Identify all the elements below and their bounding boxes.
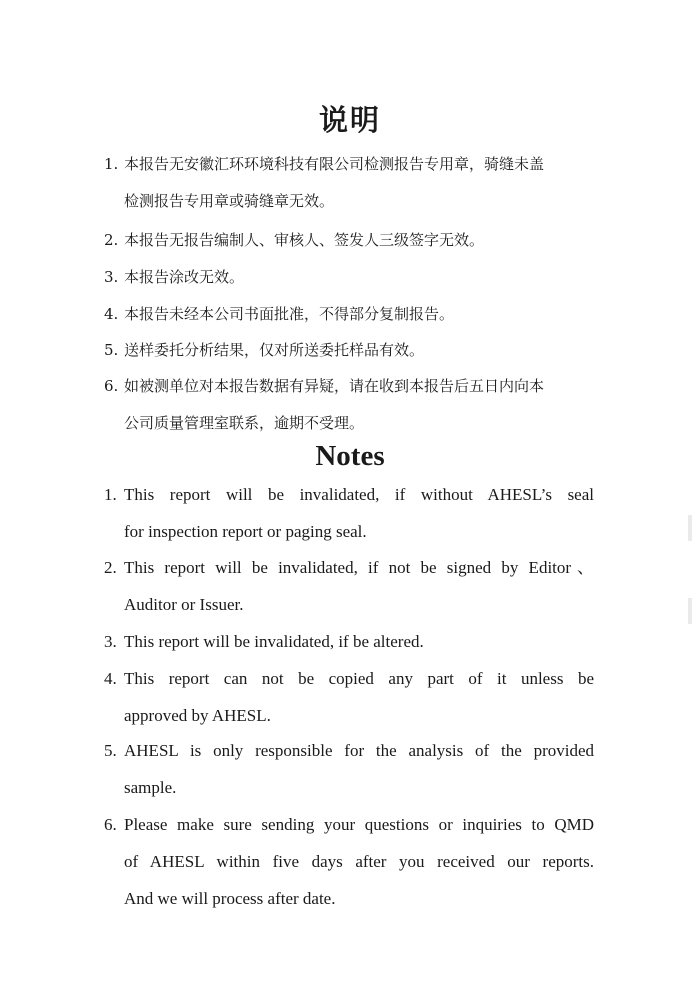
scan-artifact (688, 598, 692, 624)
en-note-line: This report will be invalidated, if without AHESL’s seal (124, 485, 594, 504)
en-note-text (104, 623, 594, 660)
en-note-line: Please make sure sending your questions or inquiries to QMD (124, 815, 594, 834)
zh-note-4 (104, 296, 604, 333)
en-note-text: And we will process after date. (124, 889, 336, 908)
scan-artifact (688, 515, 692, 541)
zh-note-number: 6. (104, 377, 119, 395)
en-note-number: 2. (104, 558, 117, 577)
en-note-text (104, 476, 594, 513)
en-note-line: This report will be invalidated, if be altered. (124, 632, 424, 651)
en-note-line: This report can not be copied any part of it unless be (124, 669, 594, 688)
zh-note-number: 5. (104, 341, 119, 359)
en-note-number: 1. (104, 485, 117, 504)
zh-note-text: 本报告未经本公司书面批准，不得部分复制报告。 (124, 305, 455, 323)
en-note-text: of AHESL within five days after you received our reports. (124, 852, 594, 871)
en-note-3 (104, 623, 594, 660)
en-note-line: AHESL is only responsible for the analysis of the provided (124, 741, 594, 760)
zh-note-text: 本报告涂改无效。 (124, 268, 245, 286)
en-note-4 (104, 660, 594, 734)
zh-note-3 (104, 259, 604, 296)
zh-note-number: 2. (104, 231, 119, 249)
english-title: Notes (315, 440, 385, 472)
zh-note-text: 公司质量管理室联系，逾期不受理。 (124, 414, 365, 432)
zh-note-text: 本报告无安徽汇环环境科技有限公司检测报告专用章，骑缝未盖 (124, 155, 545, 173)
zh-note-text: 送样委托分析结果，仅对所送委托样品有效。 (124, 341, 425, 359)
zh-note-text: 本报告无报告编制人、审核人、签发人三级签字无效。 (124, 231, 485, 249)
zh-note-number: 3. (104, 268, 119, 286)
zh-note-number: 4. (104, 305, 119, 323)
en-note-5 (104, 732, 594, 806)
en-note-number: 3. (104, 632, 117, 651)
zh-note-6 (104, 368, 604, 442)
zh-note-5 (104, 332, 604, 369)
en-note-text: approved by AHESL. (124, 706, 271, 725)
en-note-text: sample. (124, 778, 177, 797)
en-note-number: 6. (104, 815, 117, 834)
en-note-1 (104, 476, 594, 550)
en-note-text: for inspection report or paging seal. (124, 522, 367, 541)
en-note-text (104, 732, 594, 769)
zh-note-text: 检测报告专用章或骑缝章无效。 (124, 192, 335, 210)
en-note-text: Auditor or Issuer. (124, 595, 244, 614)
zh-note-text: 如被测单位对本报告数据有异疑，请在收到本报告后五日内向本 (124, 377, 545, 395)
en-note-6 (104, 806, 594, 917)
en-note-number: 4. (104, 669, 117, 688)
chinese-title: 说明 (318, 103, 381, 137)
zh-note-number: 1. (104, 155, 119, 173)
en-note-line: This report will be invalidated, if not be signed by Editor、 (124, 558, 594, 577)
en-note-2 (104, 549, 594, 623)
zh-note-1 (104, 146, 604, 220)
en-note-text (104, 660, 594, 697)
en-note-text (104, 549, 594, 586)
en-note-text (104, 806, 594, 843)
zh-note-2 (104, 222, 604, 259)
en-note-number: 5. (104, 741, 117, 760)
